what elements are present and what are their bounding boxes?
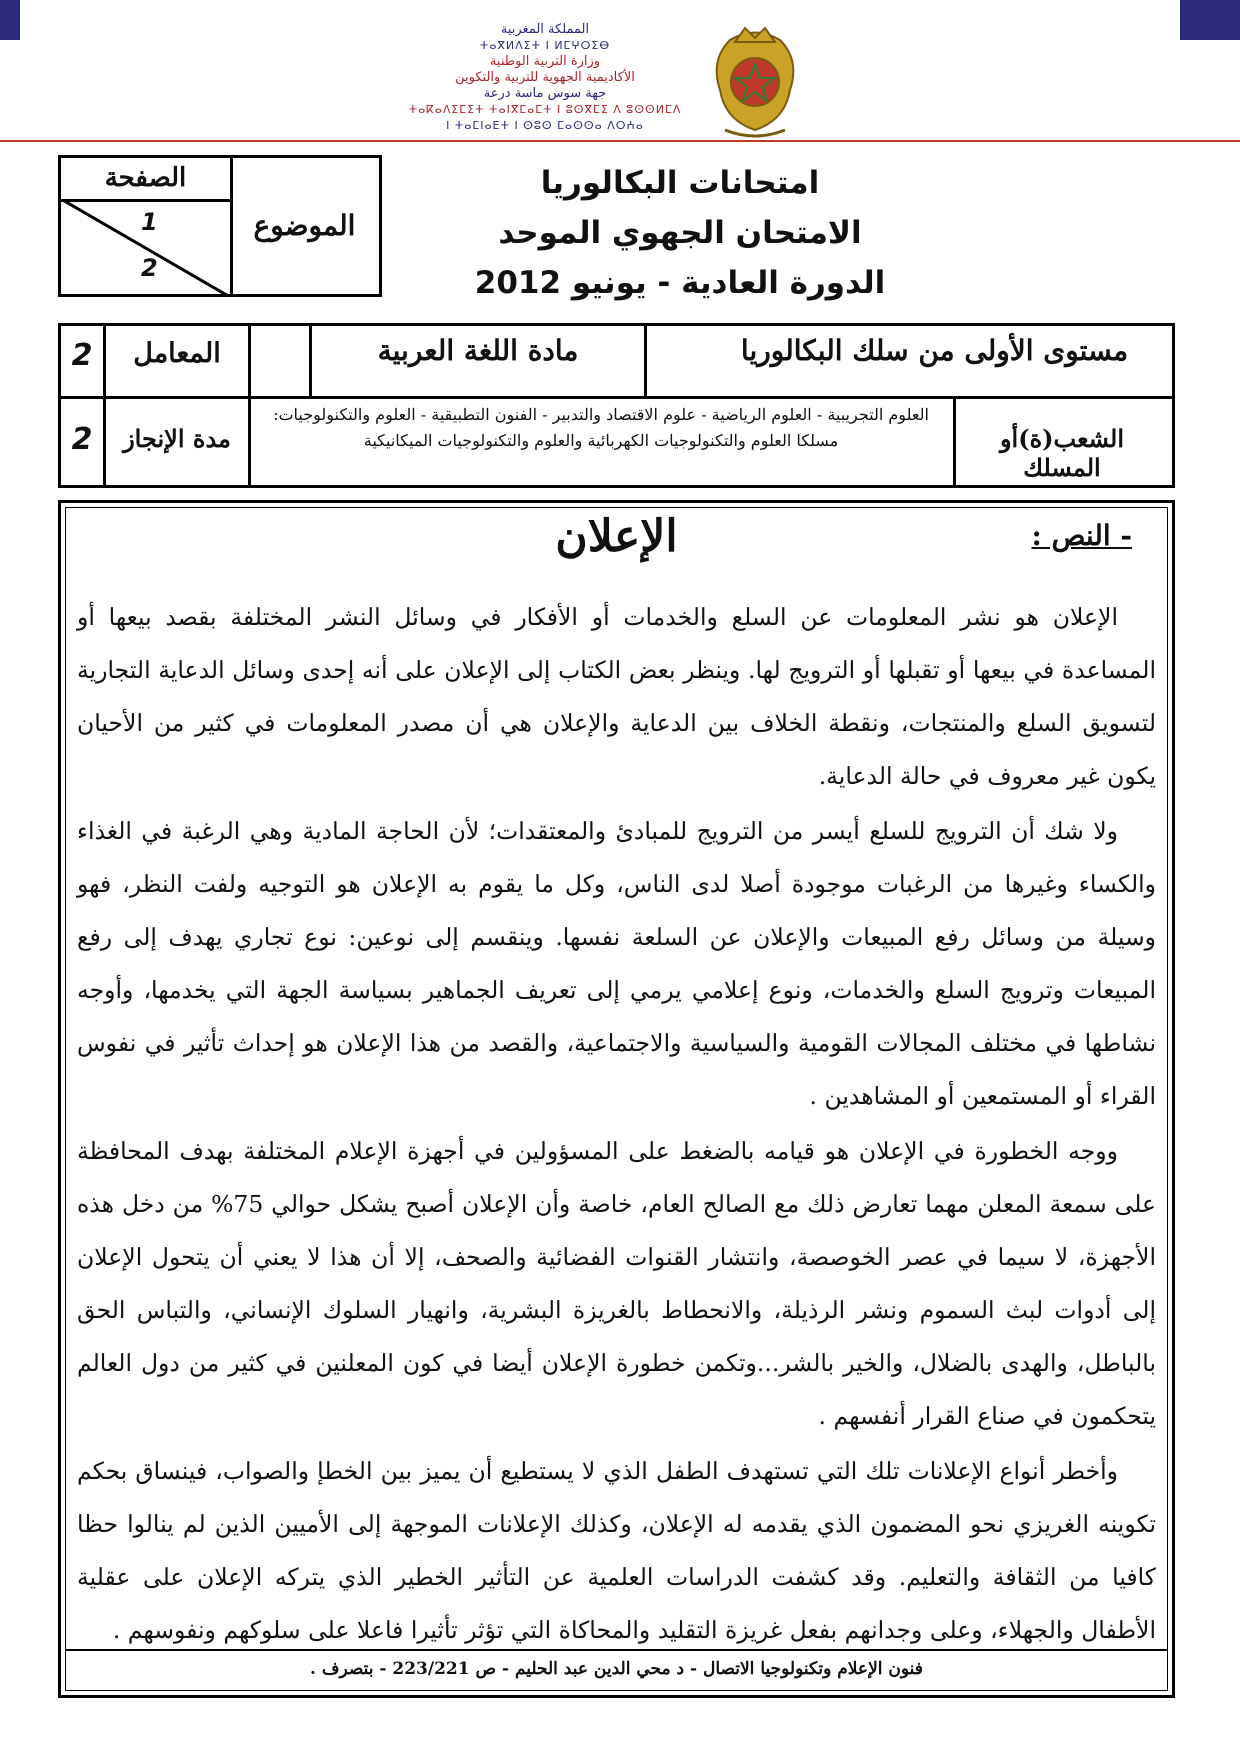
paragraph: الإعلان هو نشر المعلومات عن السلع والخدمات أو الأفكار في وسائل النشر المختلفة بقصد بيعها أو المساعدة في بيعها أو تقبلها أو الترويج لها. وينظر بعض الكتاب إلى الإعلان على أنه إحدى وسائل الدعاية التجارية لتسويق السلع والمنتجات، ونقطة الخلاف بين الدعاية والإعلان هي أن مصدر المعلومات في كثير من الأحيان يكون غير معروف في حالة الدعاية. <box>77 603 1156 790</box>
region-name: جهة سوس ماسة درعة <box>483 86 607 101</box>
header-divider <box>0 140 1240 142</box>
branches-text: العلوم التجريبية - العلوم الرياضية - علوم الاقتصاد والتدبير - الفنون التطبيقية - العلوم والتكنولوجيات: مسلكا العلوم والتكنولوجيات الكهربائية والعلوم والتكنولوجيات الميكانيكية <box>273 405 929 450</box>
institution-block <box>395 22 695 134</box>
duration-label: مدة الإنجاز <box>123 424 231 453</box>
exam-title-1: امتحانات البكالوريا <box>540 165 820 201</box>
kingdom-name-tifinagh: ⵜⴰⴳⵍⴷⵉⵜ ⵏ ⵍⵎⵖⵔⵉⴱ <box>479 39 611 52</box>
exam-info-table <box>58 323 1175 488</box>
source-citation: فنون الإعلام وتكنولوجيا الاتصال - د محي الدين عبد الحليم - ص 223/221 - بتصرف . <box>310 1659 923 1679</box>
text-frame <box>58 500 1175 1698</box>
page-number-box <box>58 155 233 297</box>
subject-label: الموضوع <box>253 209 356 242</box>
page-label: الصفحة <box>61 158 230 202</box>
subject-label-box <box>230 155 382 297</box>
text-body <box>77 591 1156 1659</box>
branches-label: الشعب(ة)أو المسلك <box>999 424 1125 482</box>
exam-title-2: الامتحان الجهوي الموحد <box>498 215 862 251</box>
subject: مادة اللغة العربية <box>377 334 579 367</box>
source-bar <box>65 1649 1168 1691</box>
text-title: الإعلان <box>555 511 678 562</box>
paragraph: ووجه الخطورة في الإعلان هو قيامه بالضغط على المسؤولين في أجهزة الإعلام المختلفة بهدف المحافظة على سمعة المعلن مهما تعارض ذلك مع الصالح العام، خاصة وأن الإعلان أصبح يشكل حوالي 75% من دخل هذه الأجهزة، لا سيما في عصر الخوصصة، وانتشار القنوات الفضائية والصحف، إلا أن هذا لا يعني أن يتحول الإعلان إلى أدوات لبث السموم ونشر الرذيلة، والانحطاط بالغريزة البشرية، وانهيار السلوك الإنساني، والتباس الحق بالباطل، والهدى بالضلال، والخير بالشر...وتكمن خطورة الإعلان أيضا في كون المعلنين في كثير من دول العالم يتحكمون في صناع القرار أنفسهم . <box>77 1137 1157 1430</box>
exam-title-3: الدورة العادية - يونيو 2012 <box>474 265 886 301</box>
paragraph: ولا شك أن الترويج للسلع أيسر من الترويج للمبادئ والمعتقدات؛ لأن الحاجة المادية وهي الرغبة في الغذاء والكساء وغيرها من الرغبات موجودة أصلا لدى الناس، وكل ما يقوم به الإعلان هو التوجيه ولفت النظر، فهو وسيلة من وسائل رفع المبيعات والإعلان عن السلعة نفسها. وينقسم إلى نوعين: نوع تجاري يهدف إلى رفع المبيعات وترويج السلع والخدمات، ونوع إعلامي يرمي إلى تعريف الجماهير بسياسة الجهة التي يخدمها، وأوجه نشاطها في مختلف المجالات القومية والسياسية والاجتماعية، والقصد من هذا الإعلان هو إحداث تأثير في نفوس القراء أو المستمعين أو المشاهدين . <box>77 817 1156 1110</box>
page-current: 1 <box>141 208 158 236</box>
kingdom-name: المملكة المغربية <box>500 22 590 37</box>
ministry-name: وزارة التربية الوطنية <box>489 54 601 69</box>
exam-titles <box>420 158 940 308</box>
academy-name: الأكاديمية الجهوية للتربية والتكوين <box>455 70 635 85</box>
page-total: 2 <box>141 254 158 282</box>
level: مستوى الأولى من سلك البكالوريا <box>740 334 1129 367</box>
text-label: - النص : <box>1031 519 1132 552</box>
moroccan-coat-of-arms-icon <box>700 20 810 140</box>
academy-name-tifinagh: ⵜⴰⴽⴰⴷⵉⵎⵉⵜ ⵜⴰⵏⴳⵎⴰⵎⵜ ⵏ ⵓⵙⴳⵎⵉ ⴷ ⵓⵙⵙⵍⵎⴷ <box>408 103 682 116</box>
paragraph: وأخطر أنواع الإعلانات تلك التي تستهدف الطفل الذي لا يستطيع أن يميز بين الخطإ والصواب، فينساق بحكم تكوينه الغريزي نحو المضمون الذي يقدمه له الإعلان، وكذلك الإعلانات الموجهة إلى الأميين الذين لم ينالوا حظا كافيا من الثقافة والتعليم. وقد كشفت الدراسات العلمية عن التأثير الخطير الذي يتركه الإعلان على عقلية الأطفال والجهلاء، وعلى وجدانهم بفعل غريزة التقليد والمحاكاة التي تؤثر تأثيرا فاعلا على سلوكهم ونفوسهم . <box>77 1457 1156 1644</box>
coefficient-value: 2 <box>71 338 93 373</box>
coefficient-label: المعامل <box>133 338 221 369</box>
region-name-tifinagh: ⵏ ⵜⴰⵎⵏⴰⴹⵜ ⵏ ⵙⵓⵙ ⵎⴰⵙⵙⴰ ⴷⵔⵄⴰ <box>446 119 644 132</box>
duration-value: 2 <box>71 422 93 457</box>
